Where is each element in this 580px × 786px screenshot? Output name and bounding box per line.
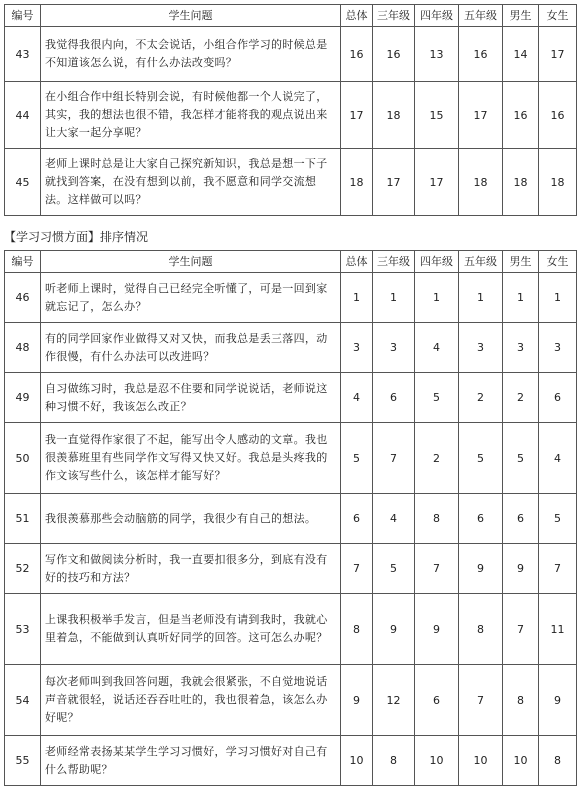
cell-grade3: 7 bbox=[373, 423, 415, 494]
cell-overall: 16 bbox=[341, 27, 373, 82]
cell-boys: 2 bbox=[503, 373, 539, 423]
row-id: 51 bbox=[5, 494, 41, 544]
table-row bbox=[5, 594, 577, 665]
header-row bbox=[5, 251, 577, 273]
row-question: 我觉得我很内向，不太会说话，小组合作学习的时候总是不知道该怎么说，有什么办法改变吗？ bbox=[41, 27, 341, 82]
cell-girls: 4 bbox=[539, 423, 577, 494]
row-id: 45 bbox=[5, 149, 41, 216]
cell-girls: 6 bbox=[539, 373, 577, 423]
row-question: 我很羡慕那些会动脑筋的同学，我很少有自己的想法。 bbox=[41, 494, 341, 544]
cell-grade4: 4 bbox=[415, 323, 459, 373]
cell-boys: 7 bbox=[503, 594, 539, 665]
cell-grade4: 5 bbox=[415, 373, 459, 423]
cell-grade4: 7 bbox=[415, 544, 459, 594]
cell-grade3: 16 bbox=[373, 27, 415, 82]
table-row bbox=[5, 149, 577, 216]
header-grade4: 四年级 bbox=[415, 251, 459, 273]
row-id: 43 bbox=[5, 27, 41, 82]
cell-boys: 18 bbox=[503, 149, 539, 216]
header-id: 编号 bbox=[5, 251, 41, 273]
header-boys: 男生 bbox=[503, 251, 539, 273]
cell-overall: 5 bbox=[341, 423, 373, 494]
header-grade4: 四年级 bbox=[415, 5, 459, 27]
cell-grade4: 2 bbox=[415, 423, 459, 494]
row-id: 50 bbox=[5, 423, 41, 494]
row-id: 52 bbox=[5, 544, 41, 594]
row-id: 53 bbox=[5, 594, 41, 665]
table-row bbox=[5, 273, 577, 323]
row-id: 44 bbox=[5, 82, 41, 149]
ranking-table-2 bbox=[4, 250, 577, 786]
cell-grade3: 4 bbox=[373, 494, 415, 544]
cell-grade3: 18 bbox=[373, 82, 415, 149]
cell-grade3: 5 bbox=[373, 544, 415, 594]
row-id: 49 bbox=[5, 373, 41, 423]
cell-grade5: 17 bbox=[459, 82, 503, 149]
header-grade5: 五年级 bbox=[459, 251, 503, 273]
cell-grade4: 8 bbox=[415, 494, 459, 544]
row-question: 在小组合作中组长特别会说，有时候他都一个人说完了，其实，我的想法也很不错，我怎样才能将我的观点说出来让大家一起分享呢？ bbox=[41, 82, 341, 149]
cell-boys: 8 bbox=[503, 665, 539, 736]
cell-grade5: 6 bbox=[459, 494, 503, 544]
cell-grade3: 6 bbox=[373, 373, 415, 423]
cell-grade4: 6 bbox=[415, 665, 459, 736]
table-row bbox=[5, 373, 577, 423]
row-id: 54 bbox=[5, 665, 41, 736]
cell-overall: 10 bbox=[341, 736, 373, 786]
cell-grade3: 17 bbox=[373, 149, 415, 216]
row-question: 有的同学回家作业做得又对又快，而我总是丢三落四，动作很慢，有什么办法可以改进吗？ bbox=[41, 323, 341, 373]
header-girls: 女生 bbox=[539, 251, 577, 273]
cell-boys: 3 bbox=[503, 323, 539, 373]
cell-grade4: 9 bbox=[415, 594, 459, 665]
cell-grade4: 13 bbox=[415, 27, 459, 82]
row-question: 老师上课时总是让大家自己探究新知识，我总是想一下子就找到答案，在没有想到以前，我不愿意和同学交流想法。这样做可以吗？ bbox=[41, 149, 341, 216]
cell-girls: 8 bbox=[539, 736, 577, 786]
row-question: 我一直觉得作家很了不起，能写出令人感动的文章。我也很羡慕班里有些同学作文写得又快又好。我总是头疼我的作文该写些什么，该怎样才能写好？ bbox=[41, 423, 341, 494]
cell-overall: 4 bbox=[341, 373, 373, 423]
cell-overall: 9 bbox=[341, 665, 373, 736]
cell-grade5: 1 bbox=[459, 273, 503, 323]
cell-boys: 14 bbox=[503, 27, 539, 82]
cell-grade5: 10 bbox=[459, 736, 503, 786]
row-question: 每次老师叫到我回答问题，我就会很紧张，不自觉地说话声音就很轻，说话还吞吞吐吐的，我也很着急，该怎么办好呢？ bbox=[41, 665, 341, 736]
ranking-table-1 bbox=[4, 4, 577, 216]
cell-overall: 7 bbox=[341, 544, 373, 594]
row-question: 自习做练习时，我总是忍不住要和同学说说话，老师说这种习惯不好，我该怎么改正？ bbox=[41, 373, 341, 423]
header-question: 学生问题 bbox=[41, 251, 341, 273]
cell-boys: 5 bbox=[503, 423, 539, 494]
cell-grade5: 5 bbox=[459, 423, 503, 494]
row-question: 听老师上课时，觉得自己已经完全听懂了，可是一回到家就忘记了，怎么办？ bbox=[41, 273, 341, 323]
row-id: 46 bbox=[5, 273, 41, 323]
cell-girls: 18 bbox=[539, 149, 577, 216]
cell-grade5: 16 bbox=[459, 27, 503, 82]
table-row bbox=[5, 27, 577, 82]
cell-girls: 3 bbox=[539, 323, 577, 373]
table-row bbox=[5, 494, 577, 544]
cell-boys: 6 bbox=[503, 494, 539, 544]
cell-grade3: 8 bbox=[373, 736, 415, 786]
cell-grade5: 7 bbox=[459, 665, 503, 736]
cell-girls: 7 bbox=[539, 544, 577, 594]
cell-grade4: 15 bbox=[415, 82, 459, 149]
cell-grade4: 17 bbox=[415, 149, 459, 216]
cell-grade3: 12 bbox=[373, 665, 415, 736]
header-overall: 总体 bbox=[341, 5, 373, 27]
table-row bbox=[5, 665, 577, 736]
cell-grade5: 8 bbox=[459, 594, 503, 665]
cell-boys: 10 bbox=[503, 736, 539, 786]
cell-grade5: 18 bbox=[459, 149, 503, 216]
cell-overall: 18 bbox=[341, 149, 373, 216]
cell-grade4: 1 bbox=[415, 273, 459, 323]
header-boys: 男生 bbox=[503, 5, 539, 27]
header-grade3: 三年级 bbox=[373, 5, 415, 27]
cell-boys: 9 bbox=[503, 544, 539, 594]
cell-boys: 1 bbox=[503, 273, 539, 323]
row-id: 48 bbox=[5, 323, 41, 373]
cell-overall: 17 bbox=[341, 82, 373, 149]
cell-boys: 16 bbox=[503, 82, 539, 149]
header-row bbox=[5, 5, 577, 27]
cell-overall: 1 bbox=[341, 273, 373, 323]
header-grade5: 五年级 bbox=[459, 5, 503, 27]
header-girls: 女生 bbox=[539, 5, 577, 27]
header-question: 学生问题 bbox=[41, 5, 341, 27]
cell-girls: 11 bbox=[539, 594, 577, 665]
row-id: 55 bbox=[5, 736, 41, 786]
cell-girls: 5 bbox=[539, 494, 577, 544]
cell-grade3: 9 bbox=[373, 594, 415, 665]
cell-overall: 8 bbox=[341, 594, 373, 665]
cell-grade5: 3 bbox=[459, 323, 503, 373]
section-title: 【学习习惯方面】排序情况 bbox=[4, 230, 149, 244]
cell-grade5: 2 bbox=[459, 373, 503, 423]
table-row bbox=[5, 423, 577, 494]
cell-grade4: 10 bbox=[415, 736, 459, 786]
header-overall: 总体 bbox=[341, 251, 373, 273]
table-row bbox=[5, 323, 577, 373]
cell-grade3: 3 bbox=[373, 323, 415, 373]
cell-grade5: 9 bbox=[459, 544, 503, 594]
cell-grade3: 1 bbox=[373, 273, 415, 323]
row-question: 写作文和做阅读分析时，我一直要扣很多分，到底有没有好的技巧和方法？ bbox=[41, 544, 341, 594]
header-id: 编号 bbox=[5, 5, 41, 27]
cell-overall: 3 bbox=[341, 323, 373, 373]
cell-girls: 9 bbox=[539, 665, 577, 736]
cell-girls: 16 bbox=[539, 82, 577, 149]
row-question: 上课我积极举手发言，但是当老师没有请到我时，我就心里着急，不能做到认真听好同学的回答。这可怎么办呢？ bbox=[41, 594, 341, 665]
cell-girls: 17 bbox=[539, 27, 577, 82]
row-question: 老师经常表扬某某学生学习习惯好，学习习惯好对自己有什么帮助呢？ bbox=[41, 736, 341, 786]
cell-overall: 6 bbox=[341, 494, 373, 544]
table-row bbox=[5, 736, 577, 786]
table-row bbox=[5, 82, 577, 149]
cell-girls: 1 bbox=[539, 273, 577, 323]
table-row bbox=[5, 544, 577, 594]
header-grade3: 三年级 bbox=[373, 251, 415, 273]
